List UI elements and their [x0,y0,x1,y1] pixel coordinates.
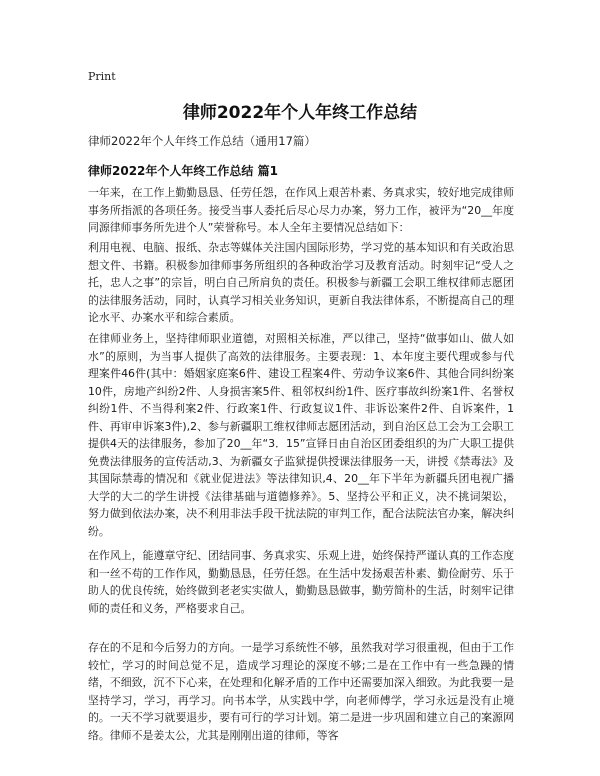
paragraph-shortcomings: 存在的不足和今后努力的方向。一是学习系统性不够，虽然我对学习很重视，但由于工作较忙，学习的时间总觉不足，造成学习理论的深度不够;二是在工作中有一些急躁的情绪，不细致，沉不下心来，在处理和化解矛盾的工作中还需要加深入细致。为此我要一是坚持学习，学习，再学习。向书本学，从实践中学，向老师傅学，学习永远是没有止境的。一天不学习就要退步，要有可行的学习计划。第二是进一步巩固和建立自己的案源网络。律师不是姜太公，尤其是刚刚出道的律师，等客 [88,641,514,742]
document-subtitle: 律师2022年个人年终工作总结（通用17篇） [88,134,316,148]
paragraph-conduct: 在作风上，能遵章守纪、团结同事、务真求实、乐观上进，始终保持严谨认真的工作态度和一丝不苟的工作作风，勤勤恳恳，任劳任怨。在生活中发扬艰苦朴素、勤俭耐劳、乐于助人的优良传统，始终做到老老实实做人，勤勤恳恳做事，勤劳简朴的生活，时刻牢记律师的责任和义务，严格要求自己。 [88,549,514,615]
paragraph-intro: 一年来，在工作上勤勤恳恳、任劳任怨，在作风上艰苦朴素、务真求实，较好地完成律师事务所指派的各项任务。接受当事人委托后尽心尽力办案，努力工作，被评为“20__年度同源律师事务所先进个人”荣誉称号。本人全年主要情况总结如下： [88,186,514,234]
paragraph-study: 利用电视、电脑、报纸、杂志等媒体关注国内国际形势，学习党的基本知识和有关政治思想文件、书籍。积极参加律师事务所组织的各种政治学习及教育活动。时刻牢记“受人之托，忠人之事”的宗旨，明白自己所肩负的责任。积极参与新疆工会职工维权律师志愿团的法律服务活动，同时，认真学习相关业务知识，更新自我法律体系，不断提高自己的理论水平、办案水平和综合素质。 [88,241,514,324]
paragraph-business: 在律师业务上，坚持律师职业道德，对照相关标准，严以律己，坚持“做事如山、做人如水”的原则，为当事人提供了高效的法律服务。主要表现：1、本年度主要代理或参与代理案件46件(其中：婚姻家庭案6件、建设工程案4件、劳动争议案6件、其他合同纠纷案10件，房地产纠纷2件、人身损害案5件、租邻权纠纷1件、医疗事故纠纷案1件、名誉权纠纷1件、不当得利案2件、行政案1件、行政复议1件、非诉讼案件2件、自诉案件，1件、再审申诉案3件),2、参与新疆职工维权律师志愿团活动，到自治区总工会为工会职工提供4天的法律服务，参加了20__年“3．15”宣铎日由自治区团委组织的为广大职工提供免费法律服务的宣传活动,3、为新疆女子监狱提供授课法律服务一天，讲授《禁毒法》及其国际禁毒的情况和《就业促进法》等法律知识,4、20__年下半年为新疆兵团电视广播大学的大二的学生讲授《法律基础与道德修养》。5、坚持公平和正义，决不挑词架讼，努力做到依法办案，决不利用非法手段干扰法院的审判工作，配合法院法官办案，解决纠纷。 [88,332,514,538]
page-title: 律师2022年个人年终工作总结 [182,103,418,123]
print-link[interactable]: Print [88,70,116,83]
section-heading: 律师2022年个人年终工作总结 篇1 [88,164,278,178]
